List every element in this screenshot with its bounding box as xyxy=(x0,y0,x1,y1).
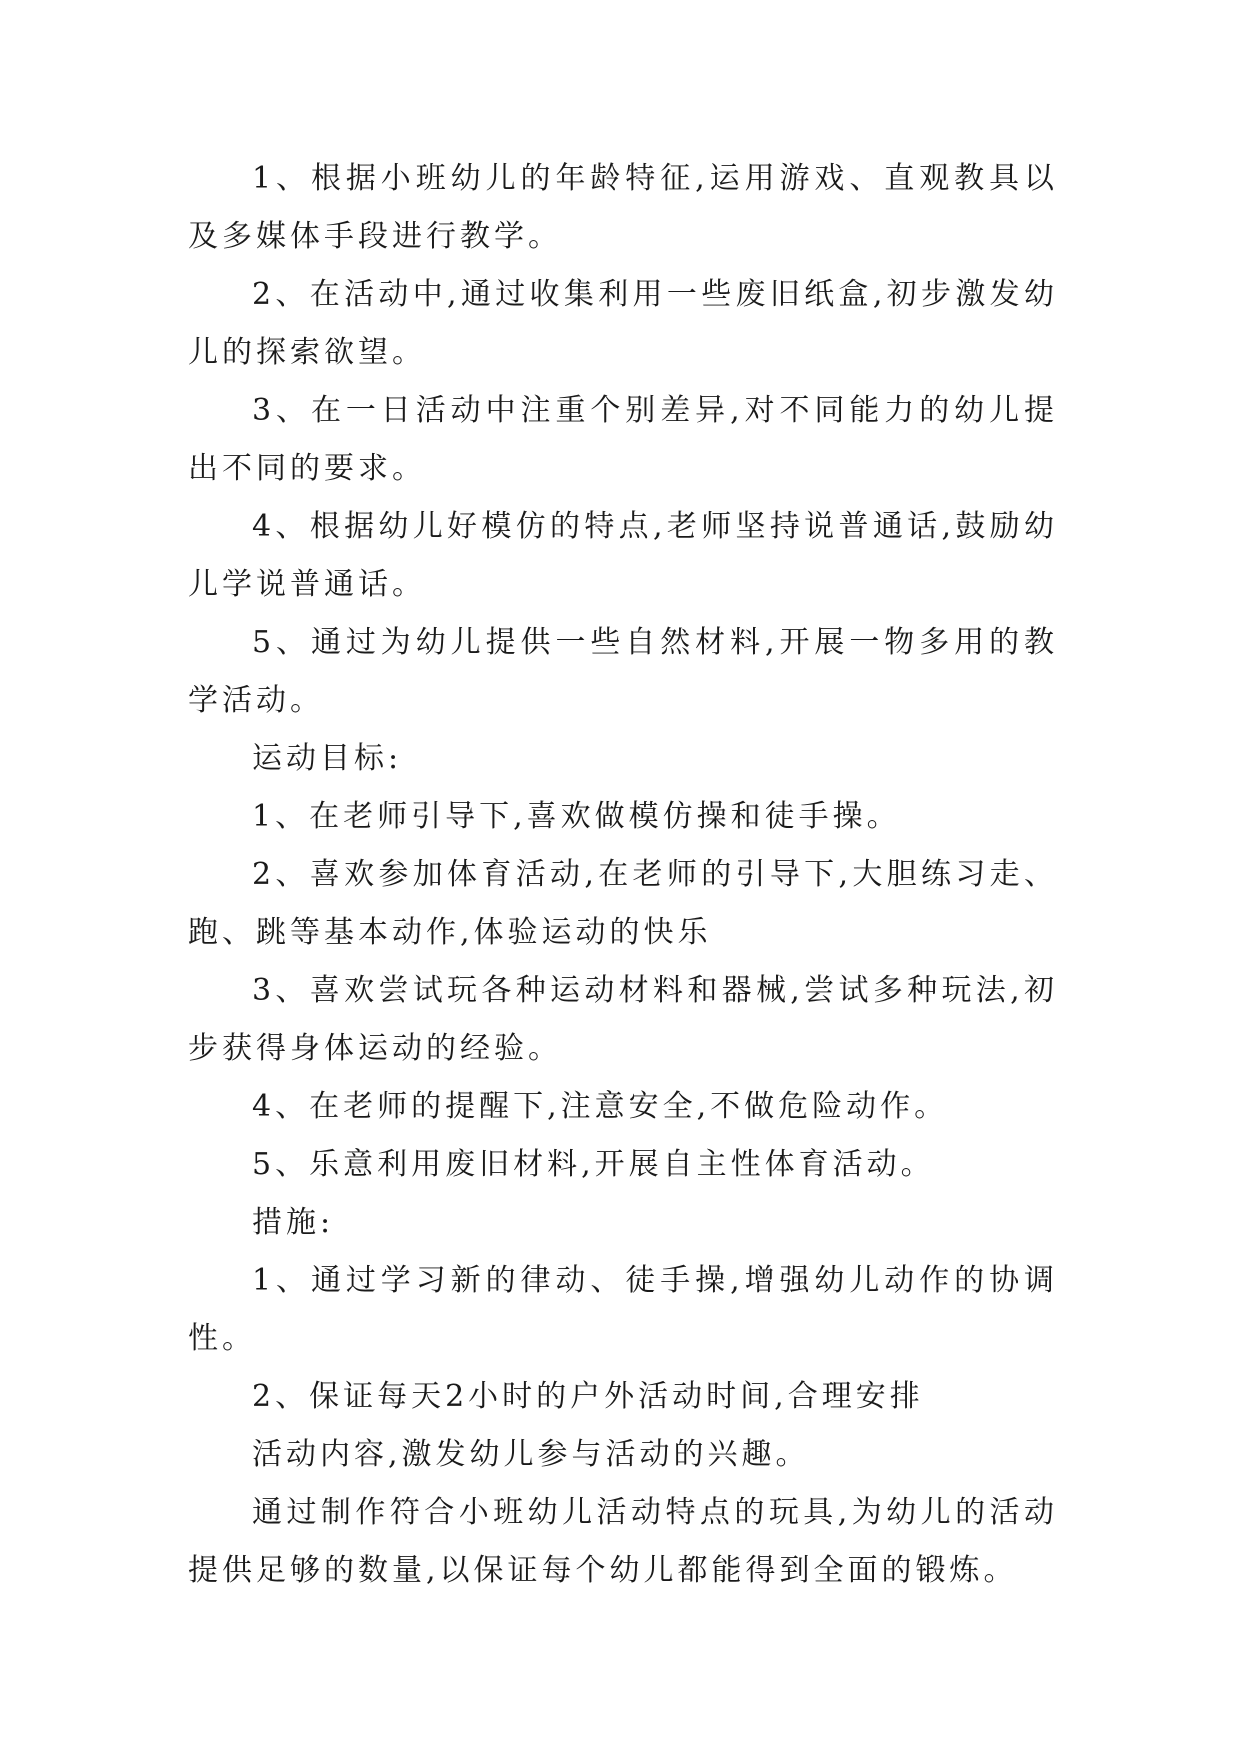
paragraph-goal-2: 2、喜欢参加体育活动,在老师的引导下,大胆练习走、跑、跳等基本动作,体验运动的快乐 xyxy=(188,857,1058,950)
paragraph-teaching-4: 4、根据幼儿好模仿的特点,老师坚持说普通话,鼓励幼儿学说普通话。 xyxy=(188,509,1058,602)
paragraph-measure-2-continued: 活动内容,激发幼儿参与活动的兴趣。 xyxy=(252,1437,810,1472)
paragraph-measure-1: 1、通过学习新的律动、徒手操,增强幼儿动作的协调性。 xyxy=(188,1263,1058,1356)
paragraph-teaching-1: 1、根据小班幼儿的年龄特征,运用游戏、直观教具以及多媒体手段进行教学。 xyxy=(188,161,1058,254)
paragraph-teaching-2: 2、在活动中,通过收集利用一些废旧纸盒,初步激发幼儿的探索欲望。 xyxy=(188,277,1058,370)
paragraph-measure-2: 2、保证每天2小时的户外活动时间,合理安排 xyxy=(252,1379,924,1414)
document-body xyxy=(188,150,1058,1600)
paragraph-goal-5: 5、乐意利用废旧材料,开展自主性体育活动。 xyxy=(252,1147,935,1182)
heading-measures: 措施: xyxy=(252,1205,335,1240)
paragraph-goal-1: 1、在老师引导下,喜欢做模仿操和徒手操。 xyxy=(252,799,901,834)
paragraph-goal-4: 4、在老师的提醒下,注意安全,不做危险动作。 xyxy=(252,1089,949,1124)
heading-exercise-goals: 运动目标: xyxy=(252,741,403,776)
paragraph-teaching-3: 3、在一日活动中注重个别差异,对不同能力的幼儿提出不同的要求。 xyxy=(188,393,1058,486)
paragraph-goal-3: 3、喜欢尝试玩各种运动材料和器械,尝试多种玩法,初步获得身体运动的经验。 xyxy=(188,973,1058,1066)
paragraph-teaching-5: 5、通过为幼儿提供一些自然材料,开展一物多用的教学活动。 xyxy=(188,625,1058,718)
paragraph-closing: 通过制作符合小班幼儿活动特点的玩具,为幼儿的活动提供足够的数量,以保证每个幼儿都能得到全面的锻炼。 xyxy=(188,1495,1058,1588)
